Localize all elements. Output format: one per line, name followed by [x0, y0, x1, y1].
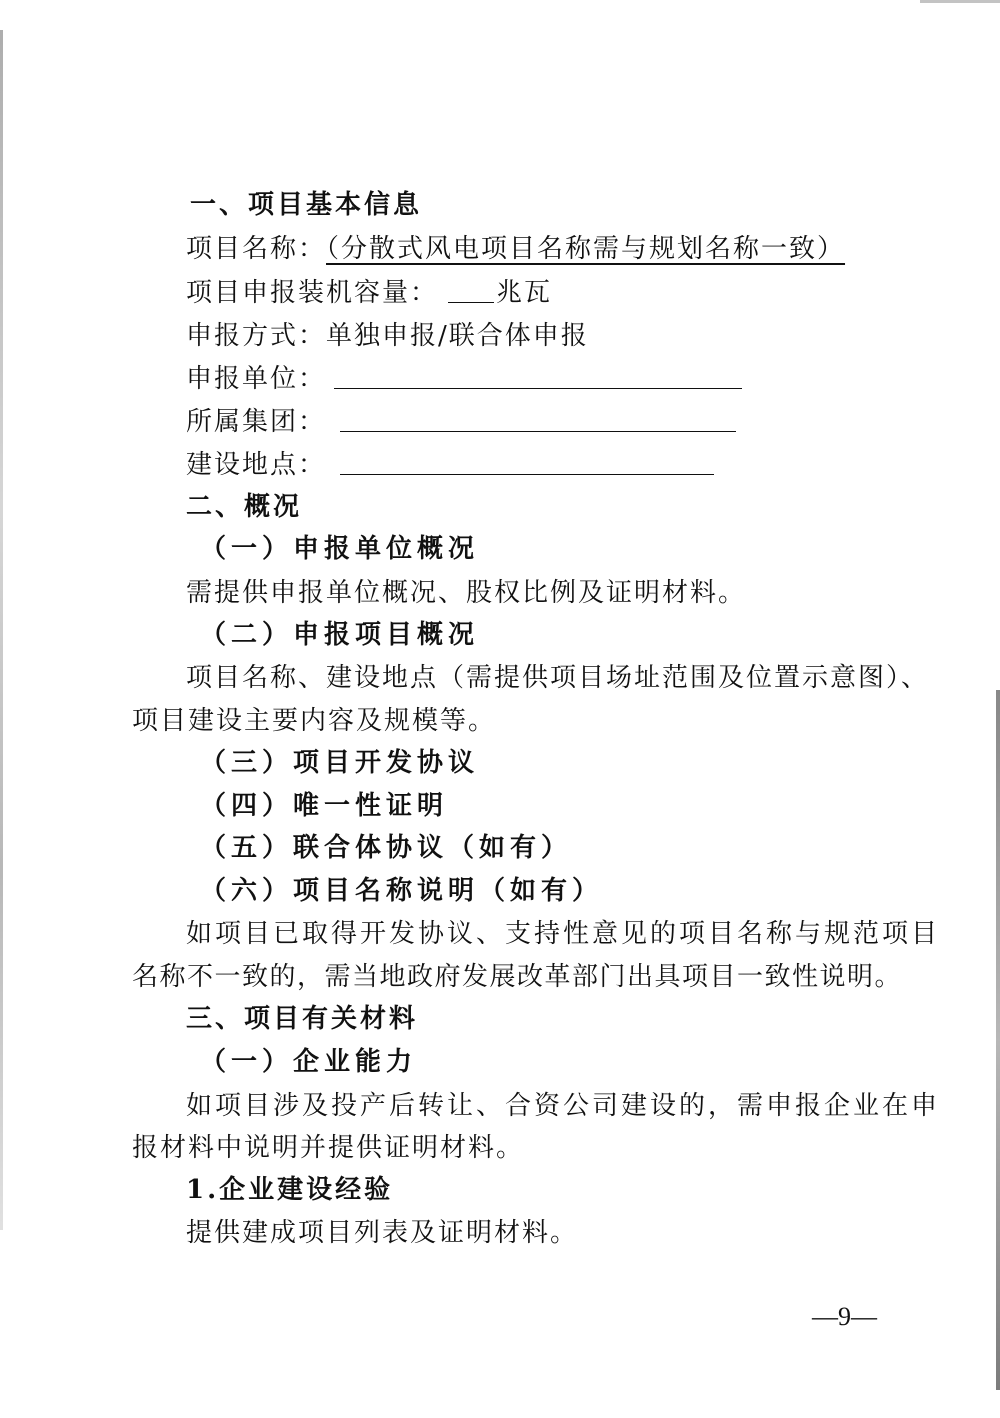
section3-sub1-body-line2: 报材料中说明并提供证明材料。	[132, 1133, 525, 1163]
section2-sub1-heading: （一）申报单位概况	[200, 534, 480, 564]
capacity-blank[interactable]	[448, 278, 494, 303]
method-row	[186, 319, 589, 353]
scan-edge-top	[920, 0, 1000, 3]
section3-sub1-body-line1: 如项目涉及投产后转让、合资公司建设的，需申报企业在申	[186, 1091, 941, 1121]
project-name-label: 项目名称：	[186, 234, 327, 264]
section2-heading: 二、概况	[186, 492, 303, 522]
method-value: 单独申报/联合体申报	[326, 321, 589, 351]
section2-sub6-heading: （六）项目名称说明（如有）	[200, 876, 604, 906]
project-name-row	[186, 232, 845, 266]
section2-sub2-body-line2: 项目建设主要内容及规模等。	[132, 706, 497, 736]
section3-item1-body: 提供建成项目列表及证明材料。	[186, 1218, 579, 1248]
scan-edge-left	[0, 30, 3, 1230]
capacity-unit: 兆瓦	[496, 278, 553, 308]
section3-sub1-heading: （一）企业能力	[200, 1047, 418, 1077]
location-blank[interactable]	[340, 450, 714, 475]
section2-sub5-heading: （五）联合体协议（如有）	[200, 833, 573, 863]
section2-sub6-body-line2: 名称不一致的，需当地政府发展改革部门出具项目一致性说明。	[132, 962, 903, 992]
section2-sub2-body-line1: 项目名称、建设地点（需提供项目场址范围及位置示意图）、	[186, 663, 930, 693]
page-number: —9—	[812, 1302, 877, 1331]
project-name-value: （分散式风电项目名称需与规划名称一致）	[326, 234, 846, 264]
capacity-label: 项目申报装机容量：	[186, 278, 439, 308]
section2-sub1-body: 需提供申报单位概况、股权比例及证明材料。	[186, 578, 747, 608]
section2-sub4-heading: （四）唯一性证明	[200, 791, 449, 821]
group-label: 所属集团：	[186, 407, 327, 437]
section3-item1-heading: 1.企业建设经验	[186, 1175, 394, 1205]
section2-sub3-heading: （三）项目开发协议	[200, 748, 480, 778]
method-label: 申报方式：	[186, 321, 327, 351]
group-row	[186, 405, 736, 439]
section3-heading: 三、项目有关材料	[186, 1004, 419, 1034]
unit-blank[interactable]	[334, 364, 742, 389]
unit-row	[186, 362, 742, 396]
scan-edge-right	[996, 690, 1000, 1390]
section1-heading: 一、项目基本信息	[190, 190, 423, 220]
unit-label: 申报单位：	[186, 364, 327, 394]
section2-sub2-heading: （二）申报项目概况	[200, 620, 480, 650]
location-row	[186, 448, 714, 482]
group-blank[interactable]	[340, 407, 736, 432]
location-label: 建设地点：	[186, 450, 327, 480]
capacity-row	[186, 276, 552, 310]
section2-sub6-body-line1: 如项目已取得开发协议、支持性意见的项目名称与规范项目	[186, 919, 941, 949]
